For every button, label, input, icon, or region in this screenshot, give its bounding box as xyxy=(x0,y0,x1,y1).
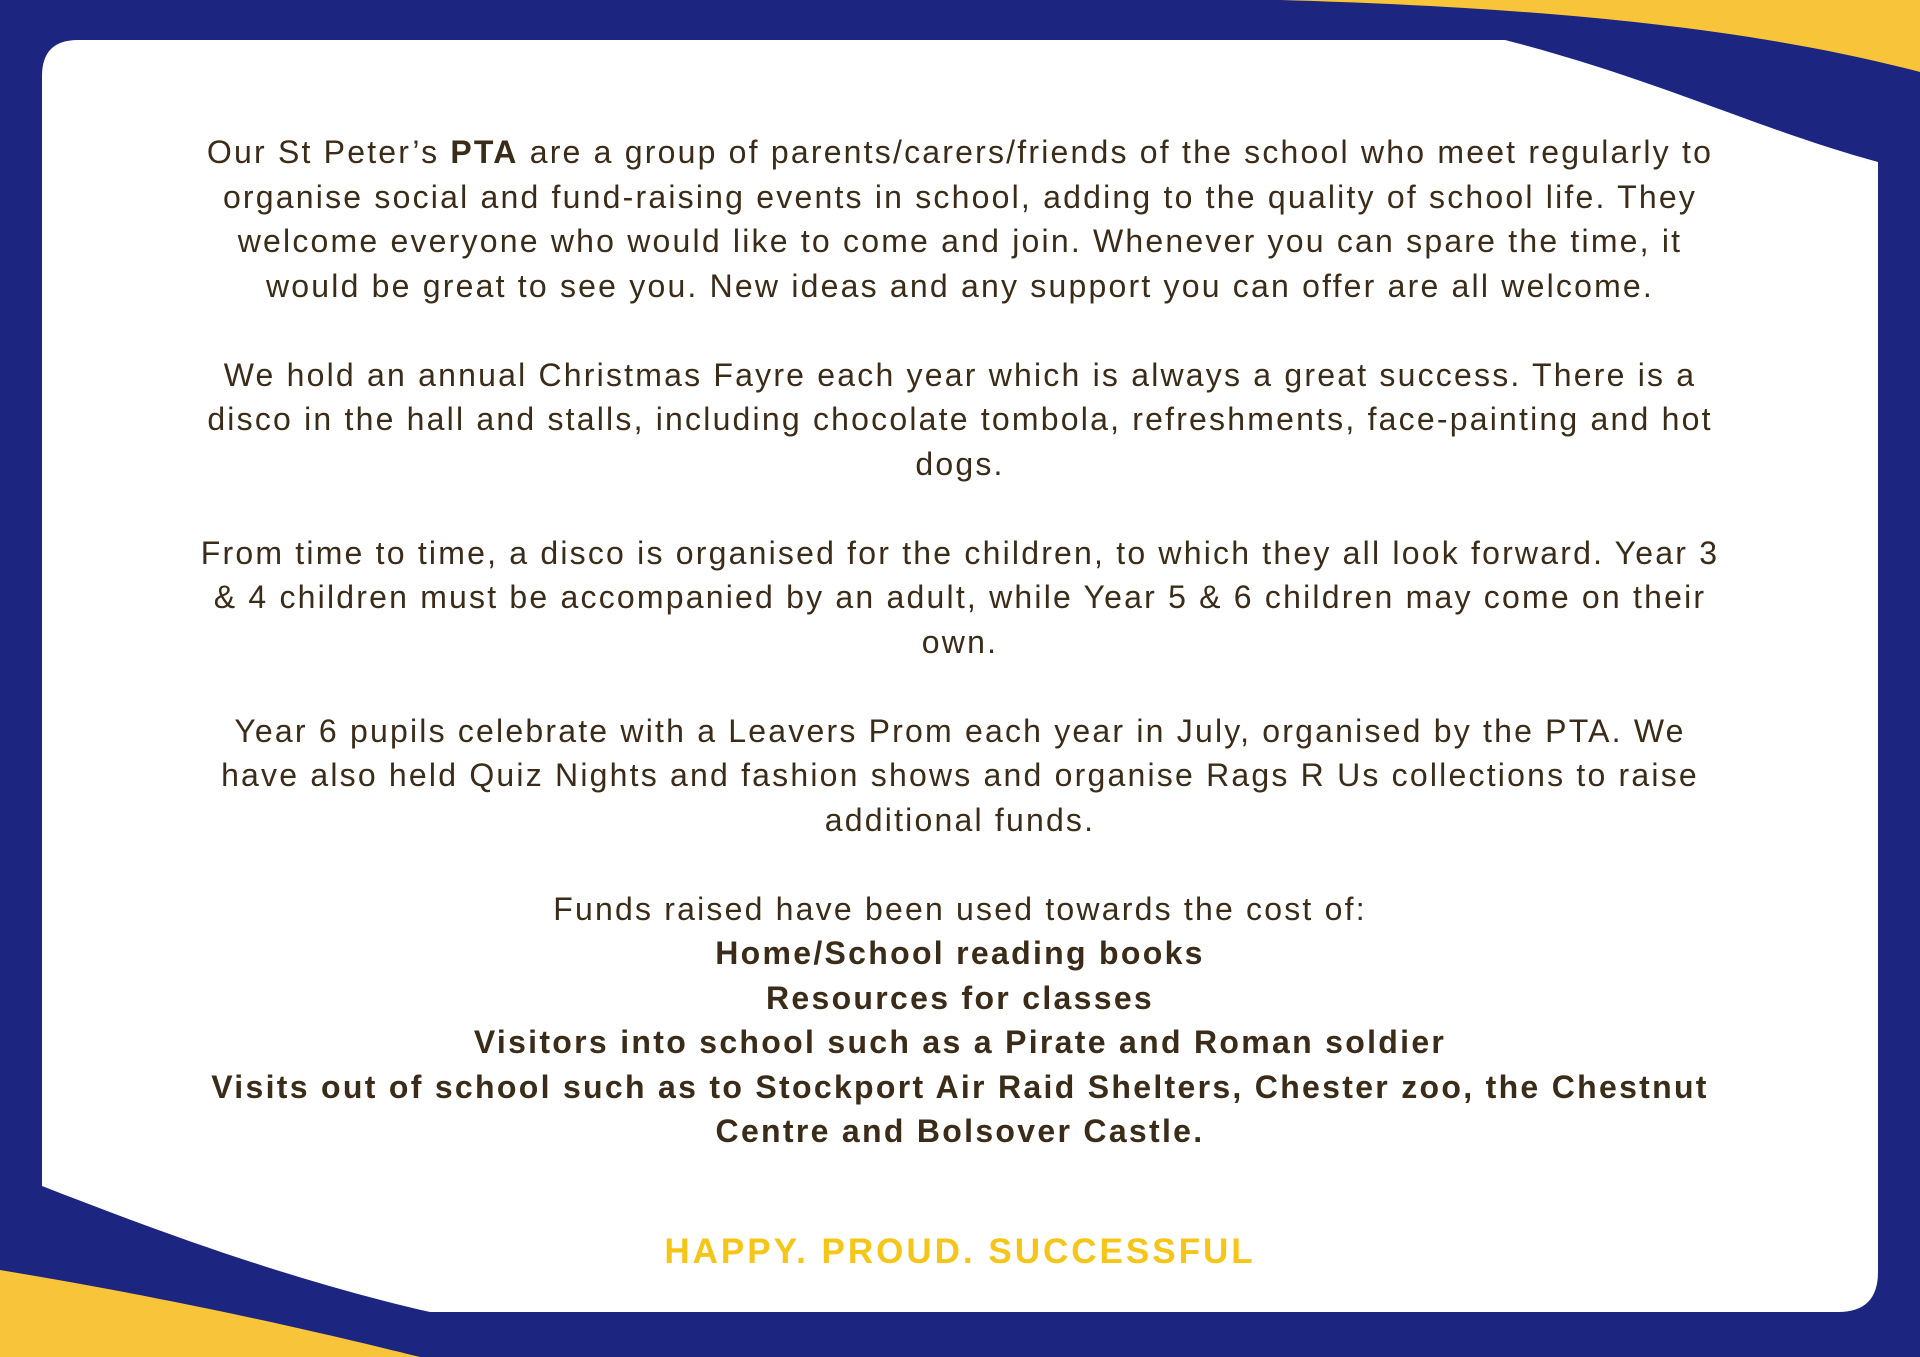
school-motto: HAPPY. PROUD. SUCCESSFUL xyxy=(664,1232,1256,1271)
intro-paragraph xyxy=(200,130,1720,308)
pta-article xyxy=(200,130,1720,1154)
funds-item-reading-books: Home/School reading books xyxy=(715,935,1205,971)
funds-heading: Funds raised have been used towards the cost of: xyxy=(553,890,1367,927)
funds-item-visits: Visits out of school such as to Stockport Air Raid Shelters, Chester zoo, the Chestnut Centre and Bolsover Castle. xyxy=(211,1068,1709,1149)
funds-item-resources: Resources for classes xyxy=(765,979,1155,1016)
intro-text-start: Our St Peter’s xyxy=(206,134,451,170)
funds-section xyxy=(200,887,1720,1154)
leavers-prom-paragraph: Year 6 pupils celebrate with a Leavers Prom each year in July, organised by the PTA. We have also held Quiz Nights and fashion shows and organise Rags R Us collections to raise additional funds. xyxy=(221,712,1699,838)
christmas-fayre-paragraph: We hold an annual Christmas Fayre each year which is always a great success. There is a disco in the hall and stalls, including chocolate tombola, refreshments, face-painting and hot dogs. xyxy=(207,356,1713,482)
disco-paragraph: From time to time, a disco is organised for the children, to which they all look forward. Year 3 & 4 children must be accompanied by an adult, while Year 5 & 6 children may come on their own. xyxy=(200,534,1720,660)
intro-text-end: are a group of parents/carers/friends of the school who meet regularly to organise social and fund-raising events in school, adding to the quality of school life. They welcome everyone who would like to come and join. Whenever you can spare the time, it would be great to see you. New ideas and any support you can offer are all welcome. xyxy=(222,134,1714,304)
funds-item-visitors: Visitors into school such as a Pirate and Roman soldier xyxy=(473,1024,1447,1060)
funds-list xyxy=(200,931,1720,1154)
pta-acronym: PTA xyxy=(450,134,519,170)
